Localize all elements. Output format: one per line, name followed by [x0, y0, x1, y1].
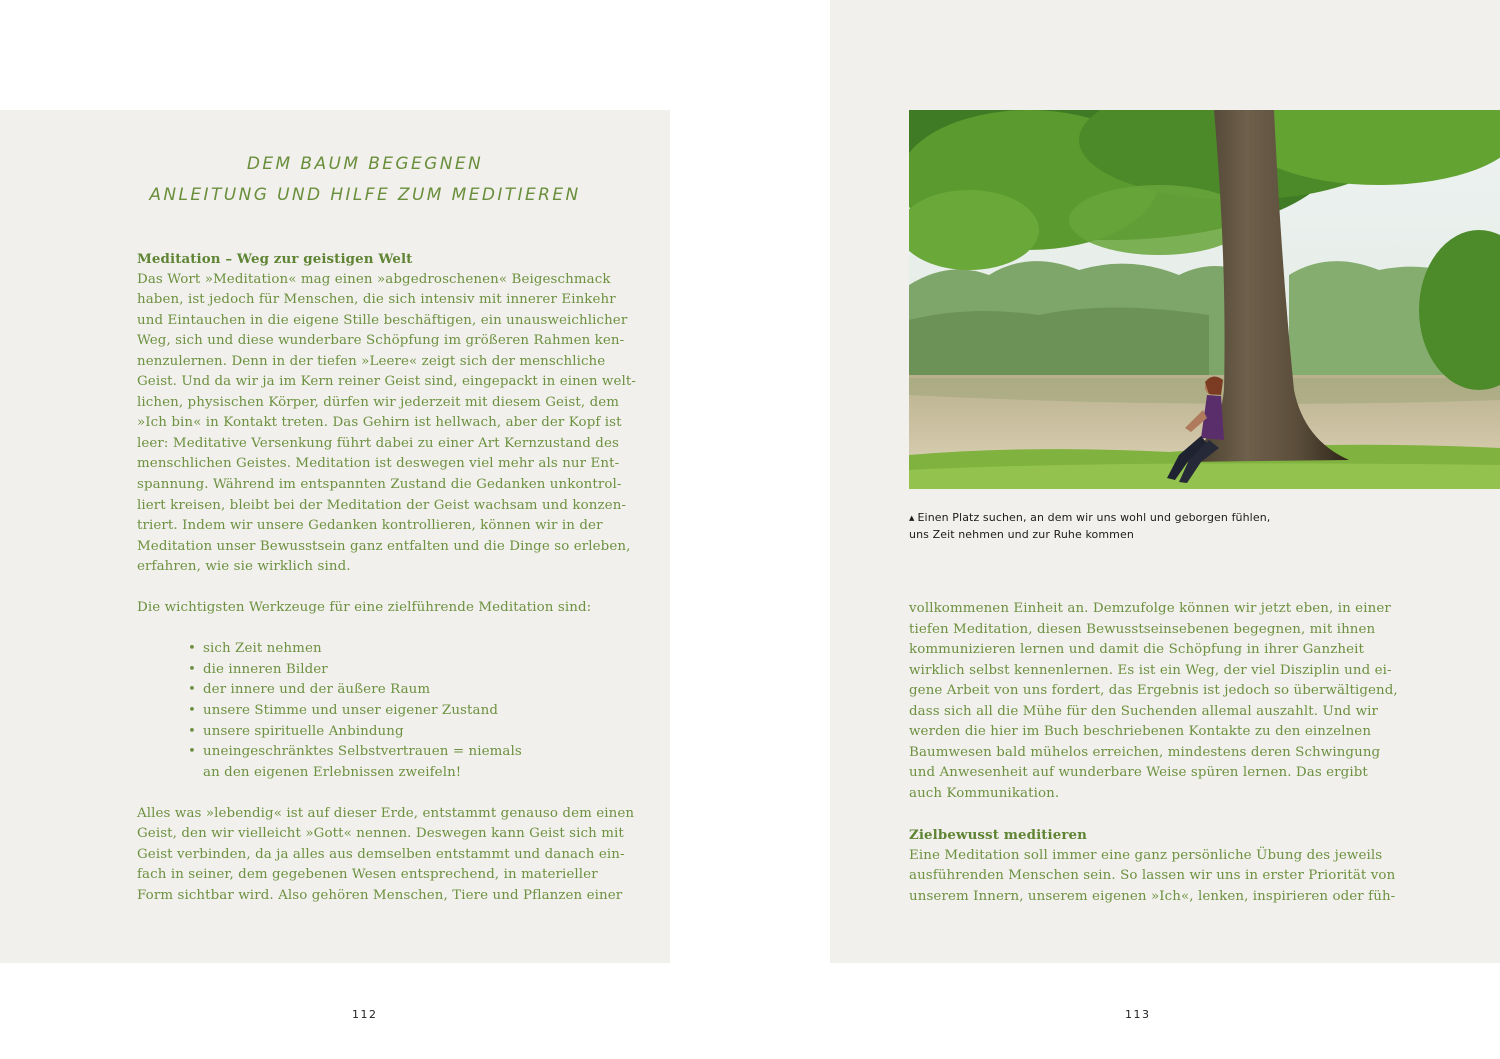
tools-list-item: [188, 722, 592, 743]
tools-list-item-text: sich Zeit nehmen: [203, 641, 322, 657]
page-number-left: 112: [352, 1008, 378, 1021]
photo-woman-under-tree: [909, 110, 1500, 489]
tools-list-item-continuation: an den eigenen Erlebnissen zweifeln!: [203, 764, 462, 780]
text-line: leer: Meditative Versenkung führt dabei zu einer Art Kernzustand des: [137, 435, 619, 451]
text-line: wirklich selbst kennenlernen. Es ist ein Weg, der viel Disziplin und ei-: [909, 662, 1392, 678]
text-line: triert. Indem wir unsere Gedanken kontrollieren, können wir in der: [137, 518, 603, 534]
text-line: haben, ist jedoch für Menschen, die sich intensiv mit innerer Einkehr: [137, 292, 616, 308]
caption-marker-icon: ▲: [909, 514, 915, 522]
page-number-right: 113: [1125, 1008, 1151, 1021]
section-paragraph-meditation: [137, 270, 636, 578]
tools-list-item-text: unsere Stimme und unser eigener Zustand: [203, 703, 498, 719]
text-line: lichen, physischen Körper, dürfen wir jederzeit mit diesem Geist, dem: [137, 394, 620, 410]
text-line: und Anwesenheit auf wunderbare Weise spüren lernen. Das ergibt: [909, 765, 1368, 781]
text-line: gene Arbeit von uns fordert, das Ergebnis ist jedoch so überwältigend,: [909, 683, 1398, 699]
text-line: Geist, den wir vielleicht »Gott« nennen. Deswegen kann Geist sich mit: [137, 826, 624, 842]
text-line: Geist verbinden, da ja alles aus demselben entstammt und danach ein-: [137, 846, 625, 862]
tools-list-item: [188, 742, 592, 783]
text-line: Das Wort »Meditation« mag einen »abgedroschenen« Beigeschmack: [137, 271, 611, 287]
text-line: Eine Meditation soll immer eine ganz persönliche Übung des jeweils: [909, 847, 1383, 863]
text-line: nenzulernen. Denn in der tiefen »Leere« zeigt sich der menschliche: [137, 353, 606, 369]
section-heading-meditation: Meditation – Weg zur geistigen Welt: [137, 251, 413, 267]
tools-list-item: [188, 701, 592, 722]
text-line: menschlichen Geistes. Meditation ist deswegen viel mehr als nur Ent-: [137, 456, 620, 472]
tools-list: [188, 639, 592, 783]
section-paragraph-targeted: [909, 846, 1396, 908]
text-line: »Ich bin« in Kontakt treten. Das Gehirn ist hellwach, aber der Kopf ist: [137, 415, 622, 431]
right-body-text: [909, 599, 1398, 907]
chapter-title: DEM BAUM BEGEGNEN: [246, 154, 484, 174]
text-line: auch Kommunikation.: [909, 785, 1060, 801]
text-line: und Eintauchen in die eigene Stille beschäftigen, ein unausweichlicher: [137, 312, 628, 328]
photo-caption: [909, 510, 1270, 542]
text-line: dass sich all die Mühe für den Suchenden allemal auszahlt. Und wir: [909, 703, 1379, 719]
text-line: ausführenden Menschen sein. So lassen wir uns in erster Priorität von: [909, 868, 1396, 884]
text-line: erfahren, wie sie wirklich sind.: [137, 559, 351, 575]
section-paragraph-spirit: [137, 804, 635, 907]
tools-intro: Die wichtigsten Werkzeuge für eine zielführende Meditation sind:: [137, 600, 592, 616]
text-line: Meditation unser Bewusstsein ganz entfalten und die Dinge so erleben,: [137, 538, 631, 554]
tools-list-item: [188, 680, 592, 701]
chapter-subtitle: ANLEITUNG UND HILFE ZUM MEDITIEREN: [149, 185, 581, 205]
text-line: liert kreisen, bleibt bei der Meditation der Geist wachsam und konzen-: [137, 497, 627, 513]
text-line: vollkommenen Einheit an. Demzufolge können wir jetzt eben, in einer: [909, 601, 1391, 616]
caption-line-2: uns Zeit nehmen und zur Ruhe kommen: [909, 527, 1134, 541]
tools-list-item-text: uneingeschränktes Selbstvertrauen = niemals: [203, 744, 522, 760]
left-body-text: [137, 249, 636, 907]
tools-list-item: [188, 660, 592, 681]
section-heading-targeted: Zielbewusst meditieren: [909, 827, 1087, 844]
tools-list-item-text: unsere spirituelle Anbindung: [203, 723, 404, 739]
text-line: Alles was »lebendig« ist auf dieser Erde, entstammt genauso dem einen: [137, 805, 635, 821]
tools-list-item: [188, 639, 592, 660]
text-line: Geist. Und da wir ja im Kern reiner Geist sind, eingepackt in einen welt-: [137, 374, 636, 390]
text-line: Weg, sich und diese wunderbare Schöpfung im größeren Rahmen ken-: [137, 333, 625, 349]
text-line: unserem Innern, unserem eigenen »Ich«, lenken, inspirieren oder füh-: [909, 888, 1396, 904]
text-line: fach in seiner, dem gegebenen Wesen entsprechend, in materieller: [137, 867, 598, 883]
tree-lake-photo-icon: [909, 110, 1500, 489]
caption-text-1: Einen Platz suchen, an dem wir uns wohl und geborgen fühlen,: [917, 511, 1271, 524]
tools-list-item-text: die inneren Bilder: [203, 661, 328, 677]
text-line: kommunizieren lernen und damit die Schöpfung in ihrer Ganzheit: [909, 642, 1364, 658]
caption-line-1: [909, 510, 1270, 527]
text-line: Baumwesen bald mühelos erreichen, mindestens deren Schwingung: [909, 744, 1381, 760]
continuation-paragraph: [909, 599, 1398, 804]
tools-list-item-text: der innere und der äußere Raum: [203, 682, 431, 698]
text-line: Form sichtbar wird. Also gehören Menschen, Tiere und Pflanzen einer: [137, 887, 623, 903]
text-line: werden die hier im Buch beschriebenen Kontakte zu den einzelnen: [909, 724, 1372, 740]
text-line: tiefen Meditation, diesen Bewusstseinsebenen begegnen, mit ihnen: [909, 621, 1376, 637]
text-line: spannung. Während im entspannten Zustand die Gedanken unkontrol-: [137, 477, 622, 493]
